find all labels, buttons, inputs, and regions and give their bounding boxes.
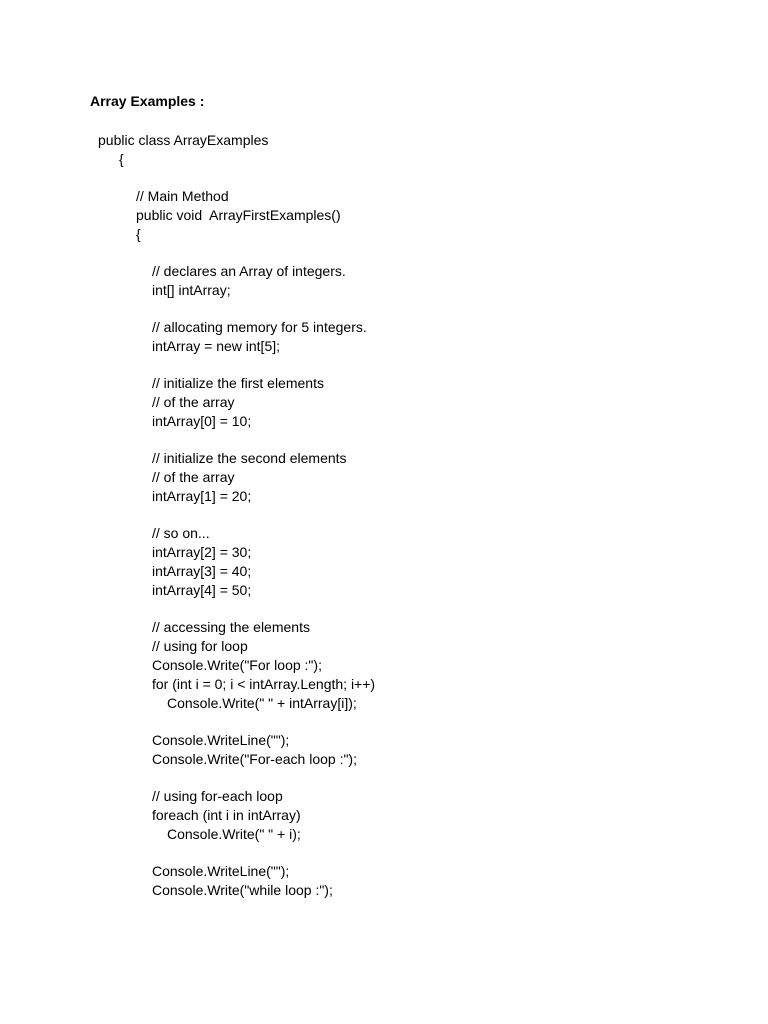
code-line: intArray[2] = 30;	[152, 544, 252, 560]
code-line: Console.Write(" " + i);	[167, 826, 301, 842]
code-line: foreach (int i in intArray)	[152, 807, 301, 823]
code-line: {	[136, 226, 141, 242]
code-line: public void ArrayFirstExamples()	[136, 207, 341, 223]
code-line: // declares an Array of integers.	[152, 263, 346, 279]
code-line: for (int i = 0; i < intArray.Length; i++)	[152, 676, 376, 692]
code-line: intArray[0] = 10;	[152, 413, 252, 429]
code-line: // of the array	[152, 394, 235, 410]
code-line: intArray[4] = 50;	[152, 582, 252, 598]
code-line: Console.Write("For loop :");	[152, 657, 322, 673]
document-title: Array Examples :	[90, 93, 205, 109]
code-line: // initialize the first elements	[152, 375, 324, 391]
code-line: // accessing the elements	[152, 619, 310, 635]
code-line: Console.Write("For-each loop :");	[152, 751, 357, 767]
code-line: public class ArrayExamples	[98, 132, 269, 148]
code-line: {	[119, 151, 124, 167]
code-line: intArray[1] = 20;	[152, 488, 252, 504]
code-line: // using for loop	[152, 638, 248, 654]
code-line: intArray = new int[5];	[152, 338, 281, 354]
code-line: int[] intArray;	[152, 282, 231, 298]
code-line: // of the array	[152, 469, 235, 485]
code-line: Console.Write(" " + intArray[i]);	[167, 695, 357, 711]
code-line: // initialize the second elements	[152, 450, 347, 466]
code-line: // using for-each loop	[152, 788, 283, 804]
code-line: // allocating memory for 5 integers.	[152, 319, 367, 335]
code-line: // Main Method	[136, 188, 229, 204]
code-line: Console.WriteLine("");	[152, 732, 290, 748]
code-line: Console.Write("while loop :");	[152, 882, 333, 898]
code-line: Console.WriteLine("");	[152, 863, 290, 879]
code-line: // so on...	[152, 525, 210, 541]
code-line: intArray[3] = 40;	[152, 563, 252, 579]
